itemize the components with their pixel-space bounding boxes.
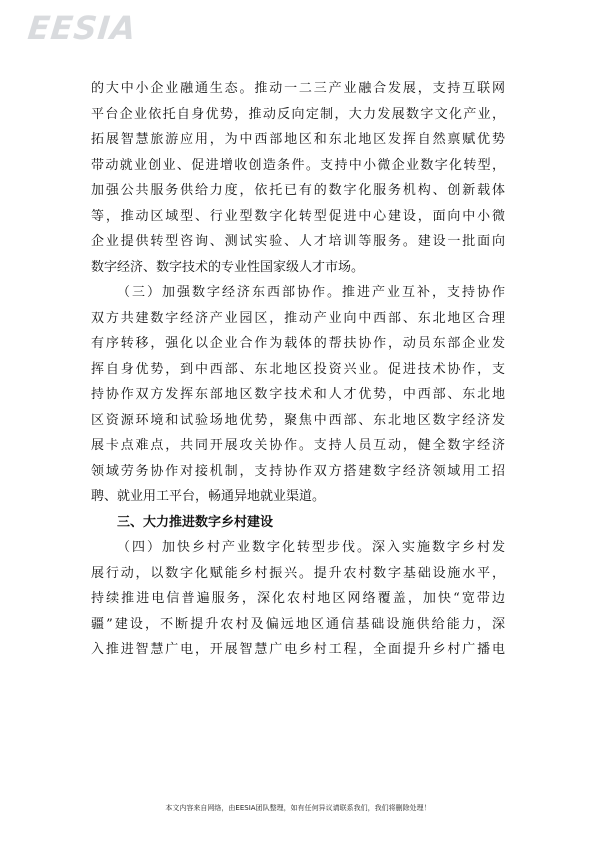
text-line: 挥自身优势，到中西部、东北地区投资兴业。促进技术协作，支 [91, 361, 505, 377]
eesia-logo: EESIA [26, 9, 139, 47]
text-line: 企业提供转型咨询、测试实验、人才培训等服务。建设一批面向 [91, 234, 505, 249]
text-line: 加强公共服务供给力度，依托已有的数字化服务机构、创新载体 [91, 183, 505, 198]
paragraph-start-line: （三）加强数字经济东西部协作。推进产业互补，支持协作 [117, 285, 505, 300]
text-line: 持协作双方发挥东部地区数字技术和人才优势，中西部、东北地 [91, 387, 505, 402]
text-line: 展卡点难点，共同开展攻关协作。支持人员互动，健全数字经济 [91, 438, 505, 453]
text-line: 双方共建数字经济产业园区，推动产业向中西部、东北地区合理 [91, 310, 505, 326]
text-line: 有序转移，强化以企业合作为载体的帮扶协作，动员东部企业发 [91, 336, 505, 351]
text-line: 持续推进电信普遍服务，深化农村地区网络覆盖，加快“宽带边 [91, 591, 505, 606]
text-line: 入推进智慧广电，开展智慧广电乡村工程，全面提升乡村广播电 [91, 642, 505, 657]
document-body [91, 76, 505, 663]
text-line: 平台企业依托自身优势，推动反向定制，大力发展数字文化产业， [91, 106, 505, 122]
paragraph-start-line: （四）加快乡村产业数字化转型步伐。深入实施数字乡村发 [117, 540, 505, 555]
footer-disclaimer: 本文内容来自网络，由EESIA团队整理，如有任何异议请联系我们，我们将删除处理！ [165, 804, 431, 812]
section-heading: 三、大力推进数字乡村建设 [117, 514, 274, 530]
text-line: 的大中小企业融通生态。推动一二三产业融合发展，支持互联网 [91, 81, 505, 96]
text-line: 领域劳务协作对接机制，支持协作双方搭建数字经济领域用工招 [91, 463, 505, 479]
text-line: 等，推动区域型、行业型数字化转型促进中心建设，面向中小微 [91, 208, 505, 224]
text-line: 拓展智慧旅游应用，为中西部地区和东北地区发挥自然禀赋优势 [91, 132, 505, 147]
text-line: 展行动，以数字化赋能乡村振兴。提升农村数字基础设施水平， [91, 565, 505, 581]
text-line: 疆”建设，不断提升农村及偏远地区通信基础设施供给能力，深 [91, 616, 505, 632]
text-line: 聘、就业用工平台，畅通异地就业渠道。 [91, 489, 326, 504]
text-line: 数字经济、数字技术的专业性国家级人才市场。 [91, 259, 365, 275]
text-line: 区资源环境和试验场地优势，聚焦中西部、东北地区数字经济发 [91, 412, 505, 428]
text-line: 带动就业创业、促进增收创造条件。支持中小微企业数字化转型， [91, 157, 505, 173]
